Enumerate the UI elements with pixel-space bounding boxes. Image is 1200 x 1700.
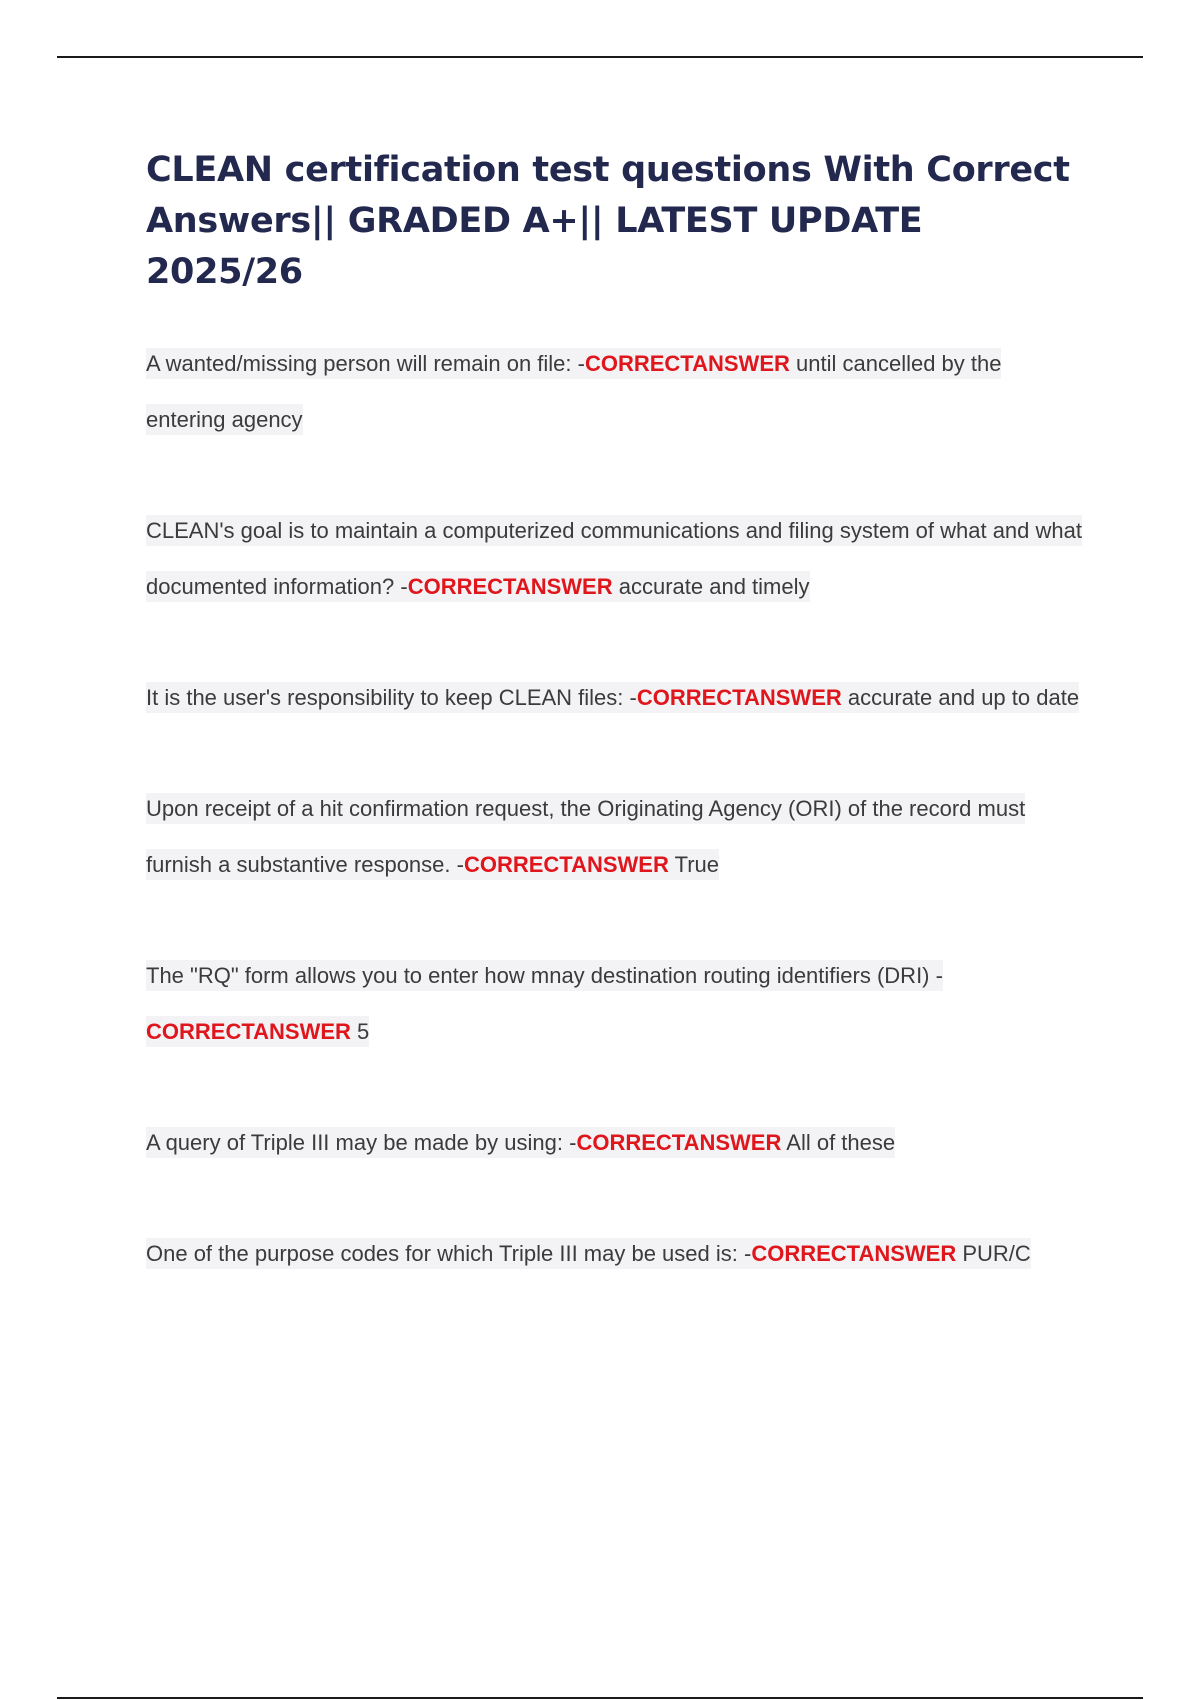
- answer-text: 5: [357, 1019, 370, 1044]
- qa-item: [146, 948, 1086, 1060]
- question-text: Upon receipt of a hit confirmation request, the Originating Agency (ORI) of the record must furnish a substantive response. -: [146, 796, 1026, 877]
- qa-item: [146, 1226, 1086, 1282]
- document-title: CLEAN certification test questions With Correct Answers|| GRADED A+|| LATEST UPDATE 2025/26: [146, 150, 1070, 292]
- question-text: CLEAN's goal is to maintain a computerized communications and filing system of what and what documented information? -: [146, 518, 1082, 599]
- document-body: [146, 145, 1086, 1282]
- qa-item: [146, 503, 1086, 615]
- question-text: The "RQ" form allows you to enter how mnay destination routing identifiers (DRI) -: [146, 963, 943, 988]
- qa-item: [146, 1115, 1086, 1171]
- answer-text: All of these: [786, 1130, 896, 1155]
- question-text: It is the user's responsibility to keep CLEAN files: -: [146, 685, 637, 710]
- answer-text: PUR/C: [962, 1241, 1031, 1266]
- correct-answer-marker: CORRECTANSWER: [636, 685, 842, 710]
- answer-text: accurate and timely: [618, 574, 810, 599]
- qa-item: [146, 670, 1086, 726]
- correct-answer-marker: CORRECTANSWER: [751, 1241, 957, 1266]
- correct-answer-marker: CORRECTANSWER: [584, 351, 790, 376]
- question-text: One of the purpose codes for which Triple III may be used is: -: [146, 1241, 752, 1266]
- question-text: A query of Triple III may be made by using: -: [146, 1130, 577, 1155]
- correct-answer-marker: CORRECTANSWER: [576, 1130, 782, 1155]
- qa-item: [146, 336, 1086, 448]
- correct-answer-marker: CORRECTANSWER: [146, 1019, 351, 1044]
- question-text: A wanted/missing person will remain on file: -: [146, 351, 585, 376]
- answer-text: True: [674, 852, 720, 877]
- answer-text: accurate and up to date: [847, 685, 1080, 710]
- correct-answer-marker: CORRECTANSWER: [407, 574, 613, 599]
- answer-text: until cancelled by the entering agency: [146, 351, 1002, 432]
- correct-answer-marker: CORRECTANSWER: [463, 852, 669, 877]
- footer-rule: [57, 1697, 1143, 1699]
- header-rule: [57, 56, 1143, 58]
- qa-item: [146, 781, 1086, 893]
